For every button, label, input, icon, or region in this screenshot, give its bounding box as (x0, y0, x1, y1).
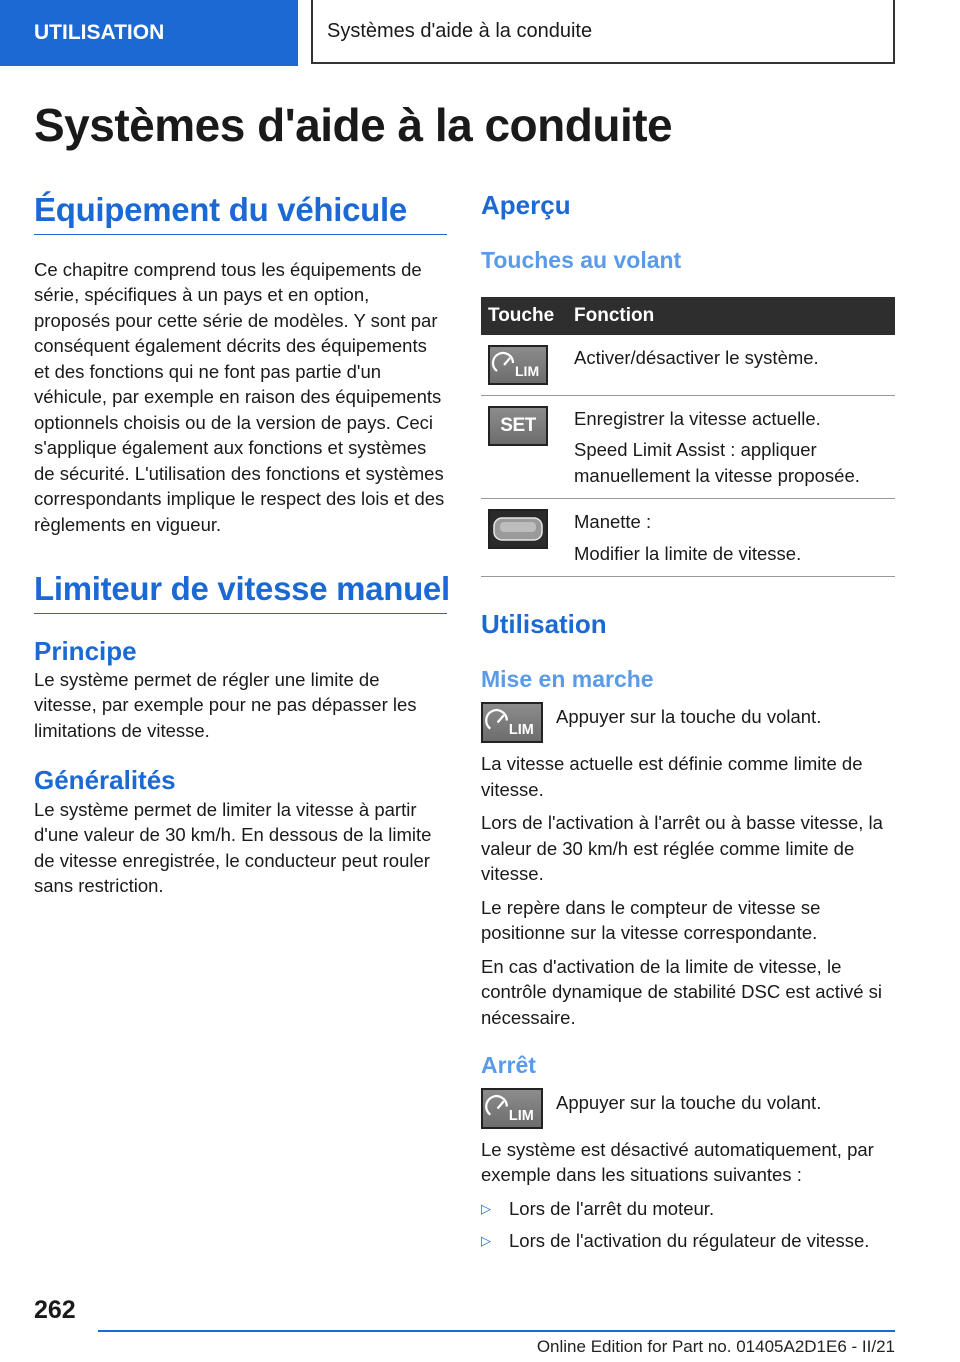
start-text-3: Le repère dans le compteur de vitesse se positionne sur la vitesse correspondante. (481, 896, 821, 944)
start-heading: Mise en marche (481, 666, 654, 693)
equipment-heading: Équipement du véhicule (34, 190, 447, 235)
footer-divider (98, 1330, 895, 1332)
top-bar (0, 0, 960, 66)
table-row (481, 335, 895, 396)
principle-text: Le système permet de régler une limite de vitesse, par exemple pour ne pas dépasser les limitations de vitesse. (34, 668, 417, 741)
chapter-title: Systèmes d'aide à la conduite (311, 0, 895, 64)
lim-icon (488, 345, 548, 385)
start-text-4: En cas d'activation de la limite de vitesse, le contrôle dynamique de stabilité DSC est activé si nécessaire. (481, 955, 883, 1028)
svg-text:LIM: LIM (508, 1107, 534, 1124)
svg-text:LIM: LIM (515, 362, 540, 379)
footer-edition: Online Edition for Part no. 01405A2D1E6 - II/21 (536, 1337, 895, 1356)
set-key-label: SET (500, 414, 536, 436)
rocker-switch-icon (488, 509, 548, 549)
stop-heading: Arrêt (481, 1052, 536, 1079)
start-press-text: Appuyer sur la touche du volant. (556, 706, 822, 728)
general-text: Le système permet de limiter la vitesse à partir d'une valeur de 30 km/h. En dessous de la limite de vitesse enregistrée, le conducteur peut rouler sans restriction. (34, 798, 432, 897)
section-tab[interactable]: UTILISATION (0, 0, 298, 66)
triangle-bullet-icon: ▷ (481, 1233, 491, 1249)
row-function-text: Activer/désactiver le système. (574, 346, 819, 368)
list-item: ▷ Lors de l'arrêt du moteur. (481, 1196, 895, 1222)
start-text-2: Lors de l'activation à l'arrêt ou à basse vitesse, la valeur de 30 km/h est réglée comme limite de vitesse. (481, 812, 883, 885)
page-title: Systèmes d'aide à la conduite (34, 99, 673, 151)
row-function-text: Speed Limit Assist : appliquer manuellement la vitesse proposée. (574, 439, 860, 486)
equipment-text: Ce chapitre comprend tous les équipements de série, spécifiques à un pays et en option, proposés pour cette série de modèles. Y sont par conséquent également décrits des équipements et des fonctions qui ne font pas partie d'un véhicule, par exemple en raison des équipements optionnels choisis ou de la version de pays. Ceci s'applique également aux fonctions et systèmes de sécurité. L'utilisation des fonctions et systèmes correspondants implique le respect des lois et des règlements en vigueur. (34, 258, 445, 535)
stop-press-text: Appuyer sur la touche du volant. (556, 1091, 822, 1113)
page-number: 262 (34, 1296, 76, 1324)
set-icon (488, 406, 548, 446)
row-function-text: Manette : (574, 511, 652, 533)
stop-situations-list (481, 1196, 895, 1254)
svg-text:LIM: LIM (508, 721, 534, 738)
table-row (481, 395, 895, 499)
table-header-function: Fonction (567, 297, 895, 335)
usage-heading: Utilisation (481, 609, 607, 640)
table-row (481, 499, 895, 577)
row-function-text: Enregistrer la vitesse actuelle. (574, 407, 821, 429)
stop-key-row (481, 1088, 895, 1129)
list-item: ▷ Lors de l'activation du régulateur de vitesse. (481, 1228, 895, 1254)
row-function-text: Modifier la limite de vitesse. (574, 542, 802, 564)
start-key-row (481, 702, 895, 743)
right-column (481, 190, 895, 1261)
left-column (34, 190, 450, 899)
start-text-1: La vitesse actuelle est définie comme limite de vitesse. (481, 753, 863, 800)
triangle-bullet-icon: ▷ (481, 1200, 491, 1216)
limiter-heading: Limiteur de vitesse manuel (34, 569, 447, 614)
general-heading: Généralités (34, 765, 176, 796)
table-header-key: Touche (481, 297, 567, 335)
buttons-table (481, 297, 895, 578)
buttons-heading: Touches au volant (481, 247, 682, 274)
overview-heading: Aperçu (481, 190, 571, 220)
lim-icon (481, 1088, 543, 1129)
principle-heading: Principe (34, 635, 137, 666)
stop-text-1: Le système est désactivé automatiquement, par exemple dans les situations suivantes : (481, 1138, 874, 1186)
lim-icon (481, 702, 543, 743)
